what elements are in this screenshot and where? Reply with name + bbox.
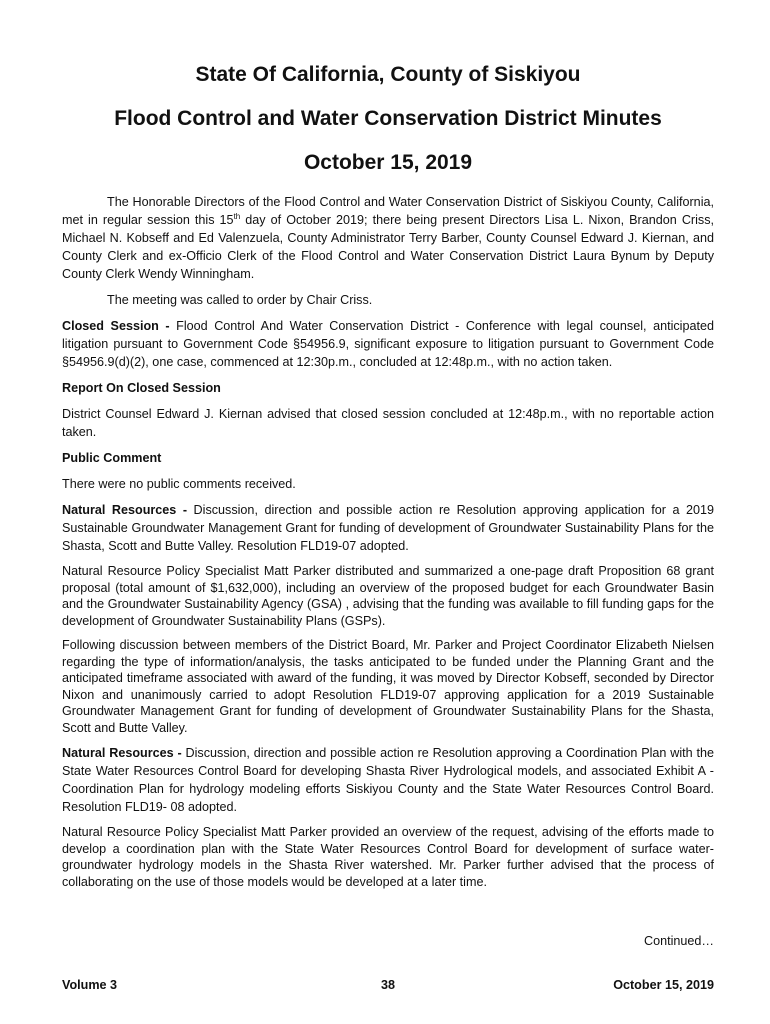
- title-district-minutes: Flood Control and Water Conservation District Minutes: [114, 107, 662, 130]
- report-text: District Counsel Edward J. Kiernan advised that closed session concluded at 12:48p.m., with no reportable action taken.: [62, 407, 714, 439]
- natural-resources-label: Natural Resources -: [62, 503, 188, 517]
- intro-paragraph: The Honorable Directors of the Flood Control and Water Conservation District of Siskiyou County, California, met in regular session this 15th day of October 2019; there being present Directors Lisa L. Nixon, Brandon Criss, Michael N. Kobseff and Ed Valenzuela, County Administrator Terry Barber, County Counsel Edward J. Kiernan, and County Clerk and ex-Officio Clerk of the Flood Control and Water Conservation District Laura Bynum by Deputy County Clerk Wendy Winningham.: [62, 195, 714, 281]
- footer-volume: Volume 3: [62, 978, 118, 992]
- nr2-summary: Natural Resource Policy Specialist Matt Parker provided an overview of the request, advising of the efforts made to develop a coordination plan with the State Water Resources Control Board for development of surface water-groundwater hydrology models in the Shasta River watershed. Mr. Parker further advised that the process of collaborating on the use of those models would be developed at a later time.: [62, 825, 714, 889]
- natural-resources-item-1: Natural Resources - Discussion, direction and possible action re Resolution approving application for a 2019 Sustainable Groundwater Management Grant for funding of development of Groundwater Sustainability Plans for the Shasta, Scott and Butte Valley. Resolution FLD19-07 adopted.: [62, 503, 714, 553]
- continued-note: Continued…: [643, 934, 714, 948]
- report-heading: Report On Closed Session: [62, 381, 221, 395]
- closed-session-item: Closed Session - Flood Control And Water Conservation District - Conference with legal counsel, anticipated litigation pursuant to Government Code §54956.9, significant exposure to litigation pursuant to Government Code §54956.9(d)(2), one case, commenced at 12:30p.m., concluded at 12:48p.m., with no action taken.: [62, 319, 714, 369]
- footer-date: October 15, 2019: [613, 978, 714, 992]
- footer-page-number: 38: [380, 978, 395, 992]
- closed-session-label: Closed Session -: [62, 319, 170, 333]
- title-county: State Of California, County of Siskiyou: [195, 63, 581, 86]
- natural-resources-label: Natural Resources -: [62, 746, 182, 760]
- call-to-order: The meeting was called to order by Chair Criss.: [107, 293, 373, 307]
- natural-resources-item-2: Natural Resources - Discussion, direction and possible action re Resolution approving a Coordination Plan with the State Water Resources Control Board for developing Shasta River Hydrological models, and associated Exhibit A - Coordination Plan for hydrology modeling efforts Siskiyou County and the State Water Resources Control Board. Resolution FLD19- 08 adopted.: [62, 746, 715, 814]
- public-comment-text: There were no public comments received.: [62, 477, 296, 491]
- nr1-summary: Natural Resource Policy Specialist Matt Parker distributed and summarized a one-page draft Proposition 68 grant proposal (total amount of $1,632,000), including an overview of the proposed budget for each Groundwater Basin and the Groundwater Sustainability Agency (GSA) , advising that the funding was available to fill funding gaps for the development of Groundwater Sustainability Plans (GSPs).: [62, 564, 714, 628]
- nr1-motion: Following discussion between members of the District Board, Mr. Parker and Project Coordinator Elizabeth Nielsen regarding the type of information/analysis, the tasks anticipated to be funded under the Planning Grant and the anticipated timeframe associated with award of the funding, it was moved by Director Kobseff, seconded by Director Nixon and unanimously carried to adopt Resolution FLD19-07 approving application for a 2019 Sustainable Groundwater Management Grant for funding of development of Groundwater Sustainability Plans for the Shasta, Scott and Butte Valley.: [62, 638, 714, 735]
- title-date: October 15, 2019: [303, 151, 473, 174]
- ordinal-suffix: th: [233, 211, 241, 221]
- public-comment-heading: Public Comment: [62, 451, 162, 465]
- minutes-body: [62, 193, 714, 898]
